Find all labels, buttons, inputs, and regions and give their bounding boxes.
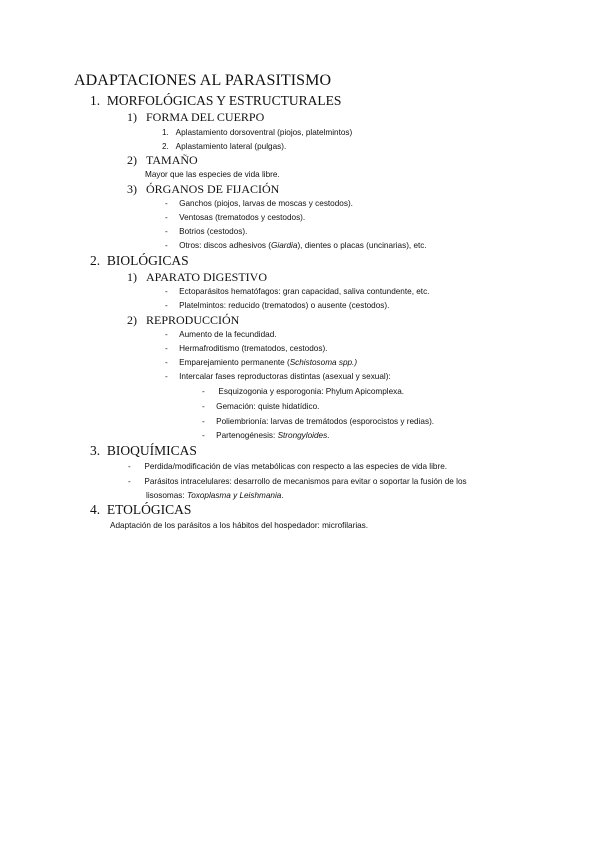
- italic-text: Giardia: [271, 241, 298, 250]
- list-marker: 2.: [162, 142, 169, 151]
- list-marker: -: [202, 417, 205, 426]
- subsection-title: APARATO DIGESTIVO: [146, 270, 268, 284]
- list-item-text: Ectoparásitos hematófagos: gran capacidad, saliva contundente, etc.: [179, 287, 430, 296]
- list-marker: 1.: [162, 128, 169, 137]
- subsection-heading: [127, 270, 267, 285]
- list-item-text: Aumento de la fecundidad.: [179, 330, 277, 339]
- page-title: ADAPTACIONES AL PARASITISMO: [74, 72, 332, 89]
- subsection-heading: [127, 153, 198, 168]
- list-marker: -: [165, 287, 168, 296]
- subsection-title: FORMA DEL CUERPO: [146, 110, 265, 124]
- list-item: [165, 213, 305, 222]
- list-item-text: Parásitos intracelulares: desarrollo de mecanismos para evitar o soportar la fusión de los: [144, 477, 467, 486]
- list-item-text: Otros: discos adhesivos (: [179, 241, 272, 250]
- list-item-text: lisosomas:: [146, 491, 187, 500]
- list-item: [165, 344, 327, 353]
- list-marker: -: [202, 431, 205, 440]
- list-marker: -: [165, 227, 168, 236]
- list-item-text: .: [281, 491, 284, 500]
- list-item-text: Ganchos (piojos, larvas de moscas y cestodos).: [179, 199, 353, 208]
- list-item-text: Intercalar fases reproductoras distintas (asexual y sexual):: [179, 372, 391, 381]
- sub-list-item: [202, 402, 319, 411]
- list-item-text: Perdida/modificación de vías metabólicas con respecto a las especies de vida libre.: [144, 462, 448, 471]
- list-item-text: Aplastamiento lateral (pulgas).: [175, 142, 287, 151]
- list-item-text: .: [327, 431, 330, 440]
- italic-text: Toxoplasma y Leishmania: [186, 491, 282, 500]
- list-item: [165, 358, 357, 367]
- italic-text: Strongyloides: [277, 431, 328, 440]
- subsection-title: TAMAÑO: [146, 153, 198, 167]
- list-item-text: Platelmintos: reducido (trematodos) o ausente (cestodos).: [179, 301, 390, 310]
- list-marker: -: [165, 241, 168, 250]
- subsection-number: 1): [127, 270, 137, 284]
- list-item: [165, 241, 427, 250]
- subsection-number: 2): [127, 313, 137, 327]
- list-item: [128, 477, 467, 486]
- list-marker: -: [128, 477, 131, 486]
- list-marker: -: [165, 344, 168, 353]
- subsection-number: 3): [127, 182, 137, 196]
- section-title: ETOLÓGICAS: [106, 502, 192, 517]
- paragraph: Adaptación de los parásitos a los hábitos del hospedador: microfilarias.: [110, 521, 369, 530]
- list-item-text: Botrios (cestodos).: [179, 227, 248, 236]
- section-3-heading: [90, 443, 197, 459]
- list-item-continuation: [146, 491, 284, 500]
- list-item-text: ), dientes o placas (uncinarias), etc.: [297, 241, 427, 250]
- paragraph: Mayor que las especies de vida libre.: [145, 170, 280, 179]
- list-item: [162, 142, 286, 151]
- subsection-title: REPRODUCCIÓN: [146, 313, 240, 327]
- list-item-text: Aplastamiento dorsoventral (piojos, platelmintos): [175, 128, 353, 137]
- list-marker: -: [165, 213, 168, 222]
- list-item: [165, 227, 247, 236]
- subsection-number: 2): [127, 153, 137, 167]
- list-item: [128, 462, 447, 471]
- section-title: BIOLÓGICAS: [106, 253, 189, 268]
- list-item: [165, 199, 353, 208]
- section-number: 1.: [90, 93, 101, 108]
- sub-list-item: [202, 431, 329, 440]
- list-item: [165, 330, 277, 339]
- section-1-heading: [90, 93, 341, 109]
- list-item-text: Gemación: quiste hidatídico.: [216, 402, 320, 411]
- list-item: [165, 301, 389, 310]
- list-item: [162, 128, 352, 137]
- list-marker: -: [165, 199, 168, 208]
- list-marker: -: [165, 301, 168, 310]
- sub-list-item: [202, 387, 404, 396]
- list-item-text: Emparejamiento permanente (: [179, 358, 290, 367]
- subsection-title: ÓRGANOS DE FIJACIÓN: [146, 182, 280, 196]
- sub-list-item: [202, 417, 434, 426]
- list-item-text: Ventosas (trematodos y cestodos).: [179, 213, 306, 222]
- section-number: 4.: [90, 502, 101, 517]
- list-marker: -: [128, 462, 131, 471]
- subsection-number: 1): [127, 110, 137, 124]
- list-marker: -: [165, 372, 168, 381]
- section-number: 3.: [90, 443, 101, 458]
- list-item-text: Partenogénesis:: [216, 431, 278, 440]
- section-number: 2.: [90, 253, 101, 268]
- subsection-heading: [127, 182, 279, 197]
- list-item: [165, 372, 391, 381]
- section-2-heading: [90, 253, 189, 269]
- list-item-text: Hermafroditismo (trematodos, cestodos).: [179, 344, 328, 353]
- italic-text: Schistosoma spp.): [289, 358, 358, 367]
- section-title: MORFOLÓGICAS Y ESTRUCTURALES: [106, 93, 342, 108]
- list-marker: -: [202, 387, 205, 396]
- subsection-heading: [127, 110, 264, 125]
- list-marker: -: [165, 330, 168, 339]
- list-item-text: Esquizogonia y esporogonia: Phylum Apicomplexa.: [218, 387, 405, 396]
- section-4-heading: [90, 502, 191, 518]
- list-marker: -: [202, 402, 205, 411]
- list-item-text: Poliembrionía: larvas de tremátodos (esporocistos y redias).: [216, 417, 435, 426]
- subsection-heading: [127, 313, 239, 328]
- list-marker: -: [165, 358, 168, 367]
- list-item: [165, 287, 429, 296]
- section-title: BIOQUÍMICAS: [106, 443, 197, 458]
